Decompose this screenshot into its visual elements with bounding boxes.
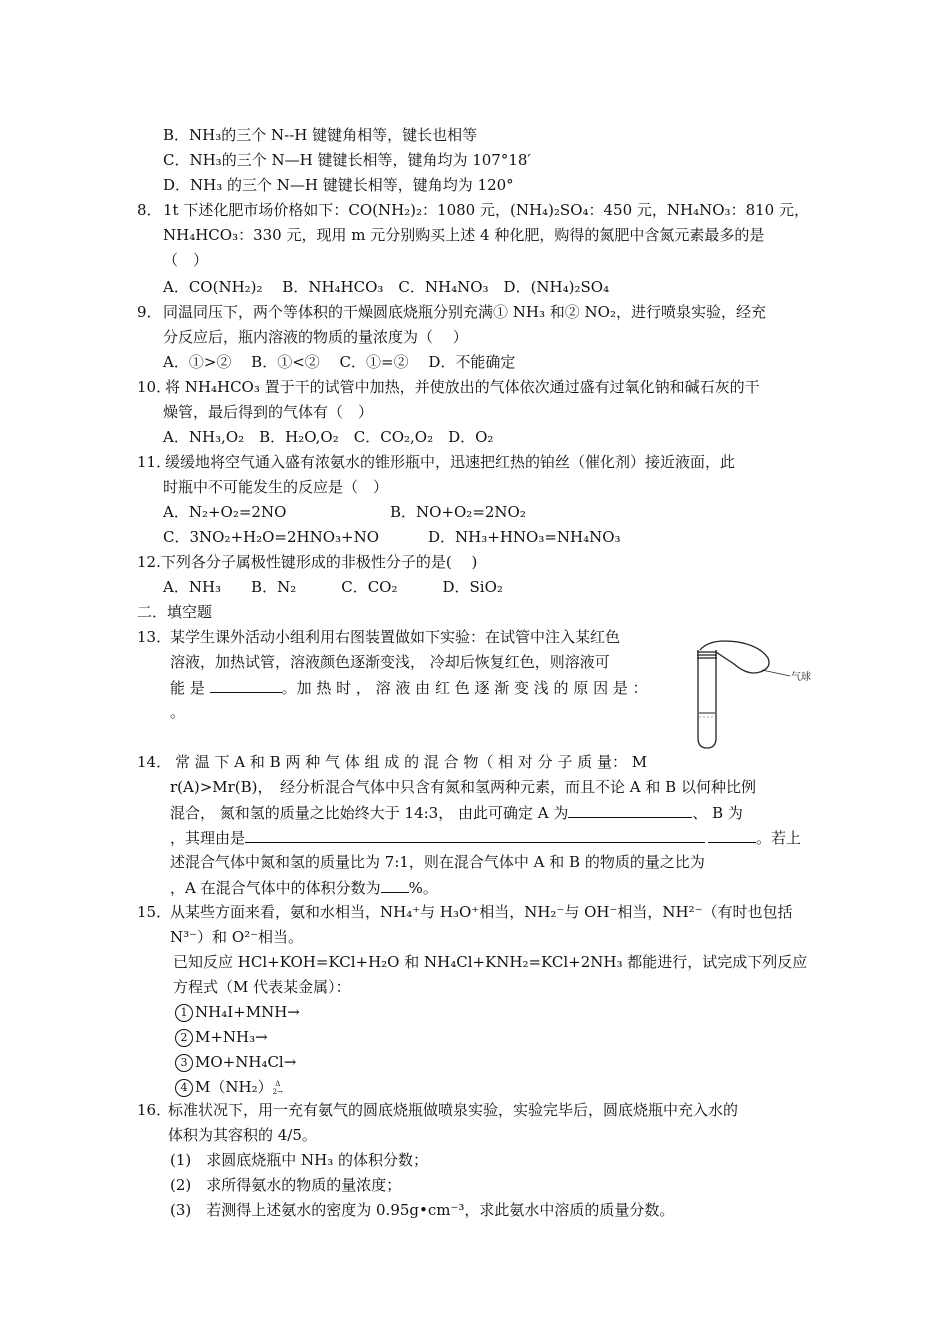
q16-subquestion: (2) 求所得氨水的物质的量浓度； — [170, 1176, 402, 1194]
reaction-text: M（NH₂） — [195, 1078, 273, 1096]
q8-line: 1t 下述化肥市场价格如下：CO(NH₂)₂：1080 元，(NH₄)₂SO₄：450 元，NH₄NO₃：810 元， — [163, 201, 809, 219]
q9-line: 同温同压下，两个等体积的干燥圆底烧瓶分别充满① NH₃ 和② NO₂，进行喷泉实验，经充 — [163, 303, 766, 321]
q11-number: 11． — [137, 453, 172, 471]
q13-line — [170, 677, 648, 698]
q10-options: A．NH₃,O₂ B．H₂O,O₂ C．CO₂,O₂ D．O₂ — [163, 428, 494, 446]
q16-line: 标准状况下，用一充有氨气的圆底烧瓶做喷泉实验，实验完毕后，圆底烧瓶中充入水的 — [168, 1101, 739, 1119]
q14-line — [170, 827, 801, 848]
q15-reaction-1 — [175, 1002, 300, 1022]
q9-number: 9． — [137, 303, 162, 321]
q11-option-b: B．NO+O₂=2NO₂ — [390, 503, 526, 521]
q7-option-d: D．NH₃ 的三个 N—H 键键长相等，键角均为 120° — [163, 176, 514, 194]
circled-number: 3 — [175, 1054, 193, 1072]
q14-text: ，A 在混合气体中的体积分数为 — [170, 879, 381, 897]
q14-line — [170, 877, 438, 898]
q13-line: 溶液，加热试管，溶液颜色逐渐变浅， 冷却后恢复红色，则溶液可 — [170, 653, 610, 671]
q13-line: 某学生课外活动小组利用右图装置做如下实验：在试管中注入某红色 — [170, 628, 621, 646]
balloon-label: 气球 — [791, 672, 811, 683]
q15-reaction-2 — [175, 1027, 268, 1047]
section-heading: 二．填空题 — [137, 603, 213, 621]
q11-option-d: D．NH₃+HNO₃=NH₄NO₃ — [428, 528, 621, 546]
q8-line: （ ） — [163, 251, 209, 269]
q15-reaction-4 — [175, 1077, 283, 1097]
q14-text: %。 — [408, 879, 438, 897]
q12-options: A．NH₃ B．N₂ C．CO₂ D．SiO₂ — [163, 578, 503, 596]
q8-number: 8． — [137, 201, 162, 219]
answer-blank[interactable] — [708, 827, 756, 843]
test-tube-balloon-figure — [688, 636, 828, 752]
q8-options: A．CO(NH₂)₂ B．NH₄HCO₃ C．NH₄NO₃ D．(NH₄)₂SO₄ — [163, 278, 610, 296]
q15-line: 从某些方面来看，氨和水相当，NH₄⁺与 H₃O⁺相当，NH₂⁻与 OH⁻相当，NH²⁻（有时也包括 — [170, 903, 793, 921]
q11-line: 时瓶中不可能发生的反应是（ ） — [163, 478, 389, 496]
q16-subquestion: (3) 若测得上述氨水的密度为 0.95g•cm⁻³，求此氨水中溶质的质量分数。 — [170, 1201, 675, 1219]
circled-number: 4 — [175, 1079, 193, 1097]
q11-option-a: A．N₂+O₂=2NO — [163, 503, 287, 521]
q14-number: 14． — [137, 753, 172, 771]
q7-option-c: C．NH₃的三个 N—H 键键长相等，键角均为 107°18′ — [163, 151, 531, 169]
q14-line: 述混合气体中氮和氢的质量比为 7:1，则在混合气体中 A 和 B 的物质的量之比为 — [170, 853, 705, 871]
q11-line: 缓缓地将空气通入盛有浓氨水的锥形瓶中，迅速把红热的铂丝（催化剂）接近液面，此 — [165, 453, 736, 471]
answer-blank[interactable] — [245, 827, 705, 843]
q14-text: 、 B 为 — [692, 804, 743, 822]
q9-options: A．①>② B．①<② C．①=② D．不能确定 — [163, 353, 516, 371]
q14-line: r(A)>Mr(B)， 经分析混合气体中只含有氮和氢两种元素，而且不论 A 和 B 以何种比例 — [170, 778, 756, 796]
reaction-text: MO+NH₄Cl→ — [195, 1053, 297, 1071]
q10-line: 燥管，最后得到的气体有（ ） — [163, 403, 374, 421]
q13-line: 。 — [170, 703, 186, 721]
q16-subquestion: (1) 求圆底烧瓶中 NH₃ 的体积分数； — [170, 1151, 429, 1169]
reaction-text: NH₄I+MNH→ — [195, 1003, 300, 1021]
reaction-text: M+NH₃→ — [195, 1028, 268, 1046]
q15-number: 15． — [137, 903, 172, 921]
answer-blank[interactable] — [210, 677, 282, 693]
answer-blank[interactable] — [381, 877, 409, 893]
q15-reaction-3 — [175, 1052, 296, 1072]
q16-line: 体积为其容积的 4/5。 — [168, 1126, 317, 1144]
q14-text: 混合， 氮和氢的质量之比始终大于 14:3， 由此可确定 A 为 — [170, 804, 569, 822]
circled-number: 1 — [175, 1004, 193, 1022]
q13-text: 能 是 — [170, 679, 205, 697]
q15-line: 已知反应 HCl+KOH=KCl+H₂O 和 NH₄Cl+KNH₂=KCl+2NH₃ 都能进行，试完成下列反应 — [173, 953, 808, 971]
q14-text: 。若上 — [756, 829, 802, 847]
q14-line: 常 温 下 A 和 B 两 种 气 体 组 成 的 混 合 物（ 相 对 分 子 质 量： M — [175, 753, 648, 771]
q8-line: NH₄HCO₃：330 元，现用 m 元分别购买上述 4 种化肥，购得的氮肥中含氮元素最多的是 — [163, 226, 765, 244]
q9-line: 分反应后，瓶内溶液的物质的量浓度为（ ） — [163, 328, 468, 346]
q16-number: 16． — [137, 1101, 172, 1119]
q7-option-b: B．NH₃的三个 N--H 键键角相等，键长也相等 — [163, 126, 478, 144]
q13-number: 13． — [137, 628, 172, 646]
q14-text: ，其理由是 — [170, 829, 246, 847]
q15-line: 方程式（M 代表某金属）： — [173, 978, 351, 996]
reaction-arrow: 2→ — [272, 1088, 283, 1096]
q13-text: 。加 热 时 ， 溶 液 由 红 色 逐 渐 变 浅 的 原 因 是 ： — [281, 679, 648, 697]
q14-line — [170, 802, 743, 823]
heat-symbol: Δ — [275, 1080, 281, 1088]
q11-option-c: C．3NO₂+H₂O=2HNO₃+NO — [163, 528, 380, 546]
q15-line: N³⁻）和 O²⁻相当。 — [170, 928, 304, 946]
q10-number: 10． — [137, 378, 172, 396]
circled-number: 2 — [175, 1029, 193, 1047]
q12-line: 12.下列各分子属极性键形成的非极性分子的是( ) — [137, 553, 478, 571]
answer-blank[interactable] — [568, 802, 692, 818]
q10-line: 将 NH₄HCO₃ 置于干的试管中加热，并使放出的气体依次通过盛有过氧化钠和碱石灰的干 — [165, 378, 760, 396]
